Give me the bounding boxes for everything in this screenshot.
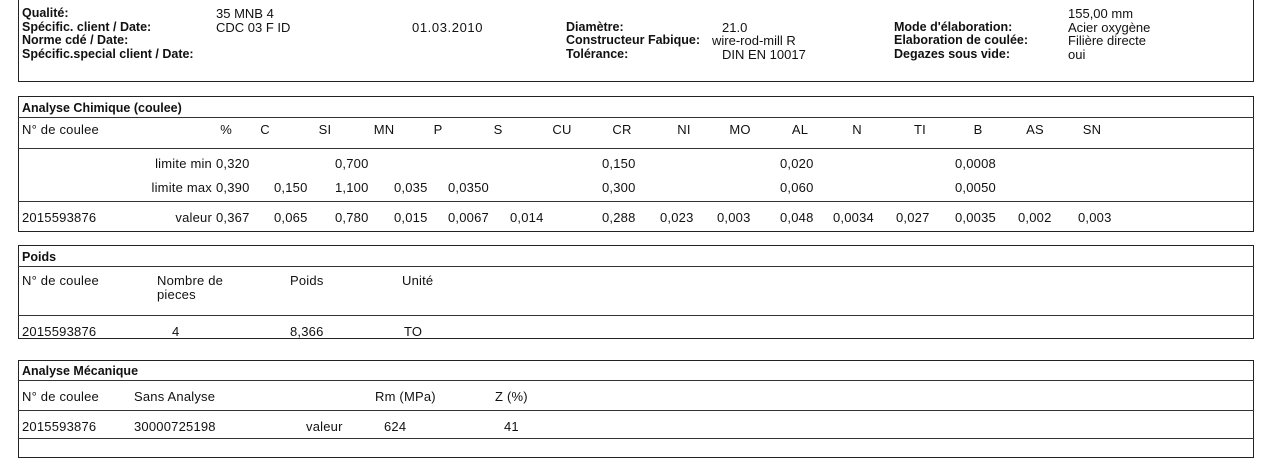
poids-coulee-number: 2015593876 — [22, 324, 97, 339]
valeur-s: 0,0067 — [448, 210, 489, 225]
specific-client-value: CDC 03 F ID — [216, 20, 291, 35]
poids-col-nombre-line2: pieces — [157, 287, 196, 302]
valeur-al: 0,048 — [780, 210, 814, 225]
poids-unite-value: TO — [404, 324, 423, 339]
element-header-b: B — [973, 122, 983, 137]
limite-max-b: 0,0050 — [955, 180, 996, 195]
mecanique-col-sans-analyse: Sans Analyse — [134, 389, 216, 404]
specific-client-label: Spécific. client / Date: — [22, 20, 152, 34]
element-header-mn: MN — [373, 122, 395, 137]
poids-col-unite: Unité — [402, 273, 434, 288]
chimique-title: Analyse Chimique (coulee) — [22, 101, 182, 115]
element-header-as: AS — [1026, 122, 1044, 137]
qualite-value: 35 MNB 4 — [216, 6, 274, 21]
mecanique-divider-3 — [18, 438, 1254, 439]
valeur-si: 0,065 — [274, 210, 308, 225]
tolerance-label: Tolérance: — [566, 47, 629, 61]
limite-min-c: 0,320 — [216, 156, 250, 171]
limite-max-c: 0,390 — [216, 180, 250, 195]
valeur-n: 0,0034 — [833, 210, 874, 225]
valeur-as: 0,002 — [1018, 210, 1052, 225]
element-header-c: C — [260, 122, 270, 137]
limite-max-cr: 0,300 — [602, 180, 636, 195]
limite-max-s: 0,0350 — [448, 180, 489, 195]
mode-elaboration-value: Acier oxygène — [1068, 20, 1151, 35]
limite-min-mn: 0,700 — [335, 156, 369, 171]
poids-poids-value: 8,366 — [290, 324, 324, 339]
valeur-cu: 0,014 — [510, 210, 544, 225]
degazes-value: oui — [1068, 47, 1086, 62]
mecanique-col-coulee: N° de coulee — [22, 389, 99, 404]
element-header-cu: CU — [552, 122, 572, 137]
limite-max-label: limite max — [151, 180, 212, 195]
mode-elaboration-label: Mode d'élaboration: — [894, 20, 1013, 34]
valeur-ti: 0,027 — [896, 210, 930, 225]
mecanique-sans-analyse-value: 30000725198 — [134, 419, 216, 434]
poids-nombre-value: 4 — [172, 324, 180, 339]
limite-max-p: 0,035 — [394, 180, 428, 195]
mecanique-col-z: Z (%) — [495, 389, 528, 404]
poids-title: Poids — [22, 250, 57, 264]
limite-max-al: 0,060 — [780, 180, 814, 195]
valeur-b: 0,0035 — [955, 210, 996, 225]
poids-col-poids: Poids — [290, 273, 324, 288]
poids-col-nombre-line1: Nombre de — [157, 273, 224, 288]
mecanique-coulee-number: 2015593876 — [22, 419, 97, 434]
element-header-mo: MO — [729, 122, 751, 137]
element-header-si: SI — [318, 122, 332, 137]
mecanique-title: Analyse Mécanique — [22, 364, 139, 378]
limite-min-cr: 0,150 — [602, 156, 636, 171]
mecanique-col-rm: Rm (MPa) — [375, 389, 436, 404]
element-header-sn: SN — [1082, 122, 1102, 137]
element-header-s: S — [493, 122, 503, 137]
mecanique-frame — [18, 360, 1254, 458]
limite-min-al: 0,020 — [780, 156, 814, 171]
chimique-divider-1 — [18, 117, 1254, 118]
valeur-c: 0,367 — [216, 210, 250, 225]
specific-client-date: 01.03.2010 — [412, 20, 484, 35]
mecanique-valeur-label: valeur — [306, 419, 343, 434]
tolerance-value: DIN EN 10017 — [722, 47, 806, 62]
limite-max-mn: 1,100 — [335, 180, 369, 195]
element-header-p: P — [433, 122, 443, 137]
elaboration-coulee-value: Filière directe — [1068, 33, 1147, 48]
diametre-value: 21.0 — [722, 20, 748, 35]
element-header-al: AL — [791, 122, 809, 137]
limite-max-si: 0,150 — [274, 180, 308, 195]
chimique-divider-3 — [18, 201, 1254, 202]
element-header-ni: NI — [677, 122, 691, 137]
top-right-value: 155,00 mm — [1068, 6, 1134, 21]
element-header-ti: TI — [914, 122, 926, 137]
mecanique-rm-value: 624 — [384, 419, 407, 434]
valeur-mo: 0,003 — [717, 210, 751, 225]
poids-divider-1 — [18, 266, 1254, 267]
mecanique-z-value: 41 — [504, 419, 519, 434]
element-header-cr: CR — [612, 122, 632, 137]
valeur-mn: 0,780 — [335, 210, 369, 225]
valeur-sn: 0,003 — [1078, 210, 1112, 225]
valeur-cr: 0,288 — [602, 210, 636, 225]
poids-divider-2 — [18, 315, 1254, 316]
special-client-label: Spécific.special client / Date: — [22, 47, 194, 61]
chimique-divider-2 — [18, 148, 1254, 149]
limite-min-label: limite min — [155, 156, 212, 171]
chimique-valeur-label: valeur — [175, 210, 212, 225]
chimique-col-pct: % — [220, 122, 232, 137]
chimique-col-coulee: N° de coulee — [22, 122, 99, 137]
valeur-ni: 0,023 — [660, 210, 694, 225]
poids-col-coulee: N° de coulee — [22, 273, 99, 288]
limite-min-b: 0,0008 — [955, 156, 996, 171]
constructeur-label: Constructeur Fabique: — [566, 33, 701, 47]
element-header-n: N — [852, 122, 862, 137]
norme-label: Norme cdé / Date: — [22, 33, 129, 47]
qualite-label: Qualité: — [22, 6, 69, 20]
elaboration-coulee-label: Elaboration de coulée: — [894, 33, 1029, 47]
constructeur-value: wire-rod-mill R — [712, 33, 796, 48]
mecanique-divider-1 — [18, 380, 1254, 381]
chimique-coulee-number: 2015593876 — [22, 210, 97, 225]
diametre-label: Diamètre: — [566, 20, 624, 34]
degazes-label: Degazes sous vide: — [894, 47, 1011, 61]
mecanique-divider-2 — [18, 410, 1254, 411]
valeur-p: 0,015 — [394, 210, 428, 225]
poids-frame — [18, 245, 1254, 339]
